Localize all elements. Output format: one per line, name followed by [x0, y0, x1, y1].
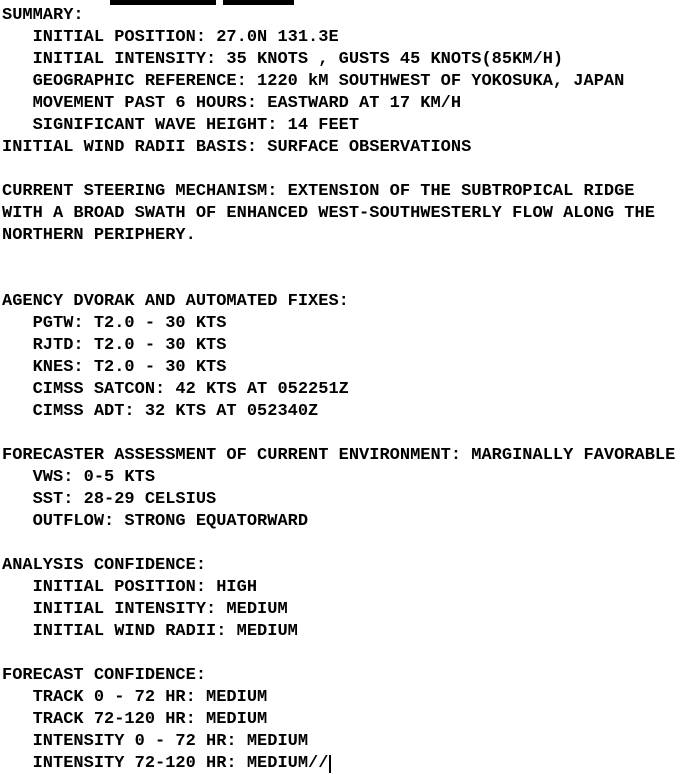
text-line: INITIAL WIND RADII: MEDIUM [2, 622, 298, 641]
text-line: INITIAL INTENSITY: MEDIUM [2, 600, 288, 619]
text-line: FORECAST CONFIDENCE: [2, 666, 207, 685]
text-line: MOVEMENT PAST 6 HOURS: EASTWARD AT 17 KM/H [2, 94, 462, 113]
text-line: CURRENT STEERING MECHANISM: EXTENSION OF THE SUBTROPICAL RIDGE [2, 182, 635, 201]
text-line: OUTFLOW: STRONG EQUATORWARD [2, 512, 309, 531]
text-line: NORTHERN PERIPHERY. [2, 226, 196, 245]
text-cursor [329, 755, 331, 773]
text-line: TRACK 0 - 72 HR: MEDIUM [2, 688, 268, 707]
document-text[interactable] [2, 5, 698, 774]
text-line: INTENSITY 0 - 72 HR: MEDIUM [2, 732, 309, 751]
text-line: CIMSS SATCON: 42 KTS AT 052251Z [2, 380, 349, 399]
text-line: AGENCY DVORAK AND AUTOMATED FIXES: [2, 292, 349, 311]
text-line: SIGNIFICANT WAVE HEIGHT: 14 FEET [2, 116, 360, 135]
text-line: TRACK 72-120 HR: MEDIUM [2, 710, 268, 729]
text-line: VWS: 0-5 KTS [2, 468, 156, 487]
text-line: INTENSITY 72-120 HR: MEDIUM// [2, 753, 698, 774]
text-line: SUMMARY: [2, 6, 84, 25]
blank-line [2, 423, 698, 445]
text-line: CIMSS ADT: 32 KTS AT 052340Z [2, 402, 319, 421]
text-line: FORECASTER ASSESSMENT OF CURRENT ENVIRONMENT: MARGINALLY FAVORABLE [2, 446, 676, 465]
text-line: INITIAL INTENSITY: 35 KNOTS , GUSTS 45 KNOTS(85KM/H) [2, 50, 564, 69]
text-line: ANALYSIS CONFIDENCE: [2, 556, 207, 575]
blank-line [2, 269, 698, 291]
blank-line [2, 643, 698, 665]
blank-line [2, 159, 698, 181]
text-line: INITIAL POSITION: 27.0N 131.3E [2, 28, 339, 47]
text-line: INITIAL POSITION: HIGH [2, 578, 258, 597]
text-line: RJTD: T2.0 - 30 KTS [2, 336, 227, 355]
blank-line [2, 247, 698, 269]
text-line: GEOGRAPHIC REFERENCE: 1220 kM SOUTHWEST OF YOKOSUKA, JAPAN [2, 72, 625, 91]
text-line: SST: 28-29 CELSIUS [2, 490, 217, 509]
text-line: KNES: T2.0 - 30 KTS [2, 358, 227, 377]
text-line: INITIAL WIND RADII BASIS: SURFACE OBSERVATIONS [2, 138, 472, 157]
text-line: PGTW: T2.0 - 30 KTS [2, 314, 227, 333]
text-line: WITH A BROAD SWATH OF ENHANCED WEST-SOUTHWESTERLY FLOW ALONG THE [2, 204, 655, 223]
blank-line [2, 533, 698, 555]
